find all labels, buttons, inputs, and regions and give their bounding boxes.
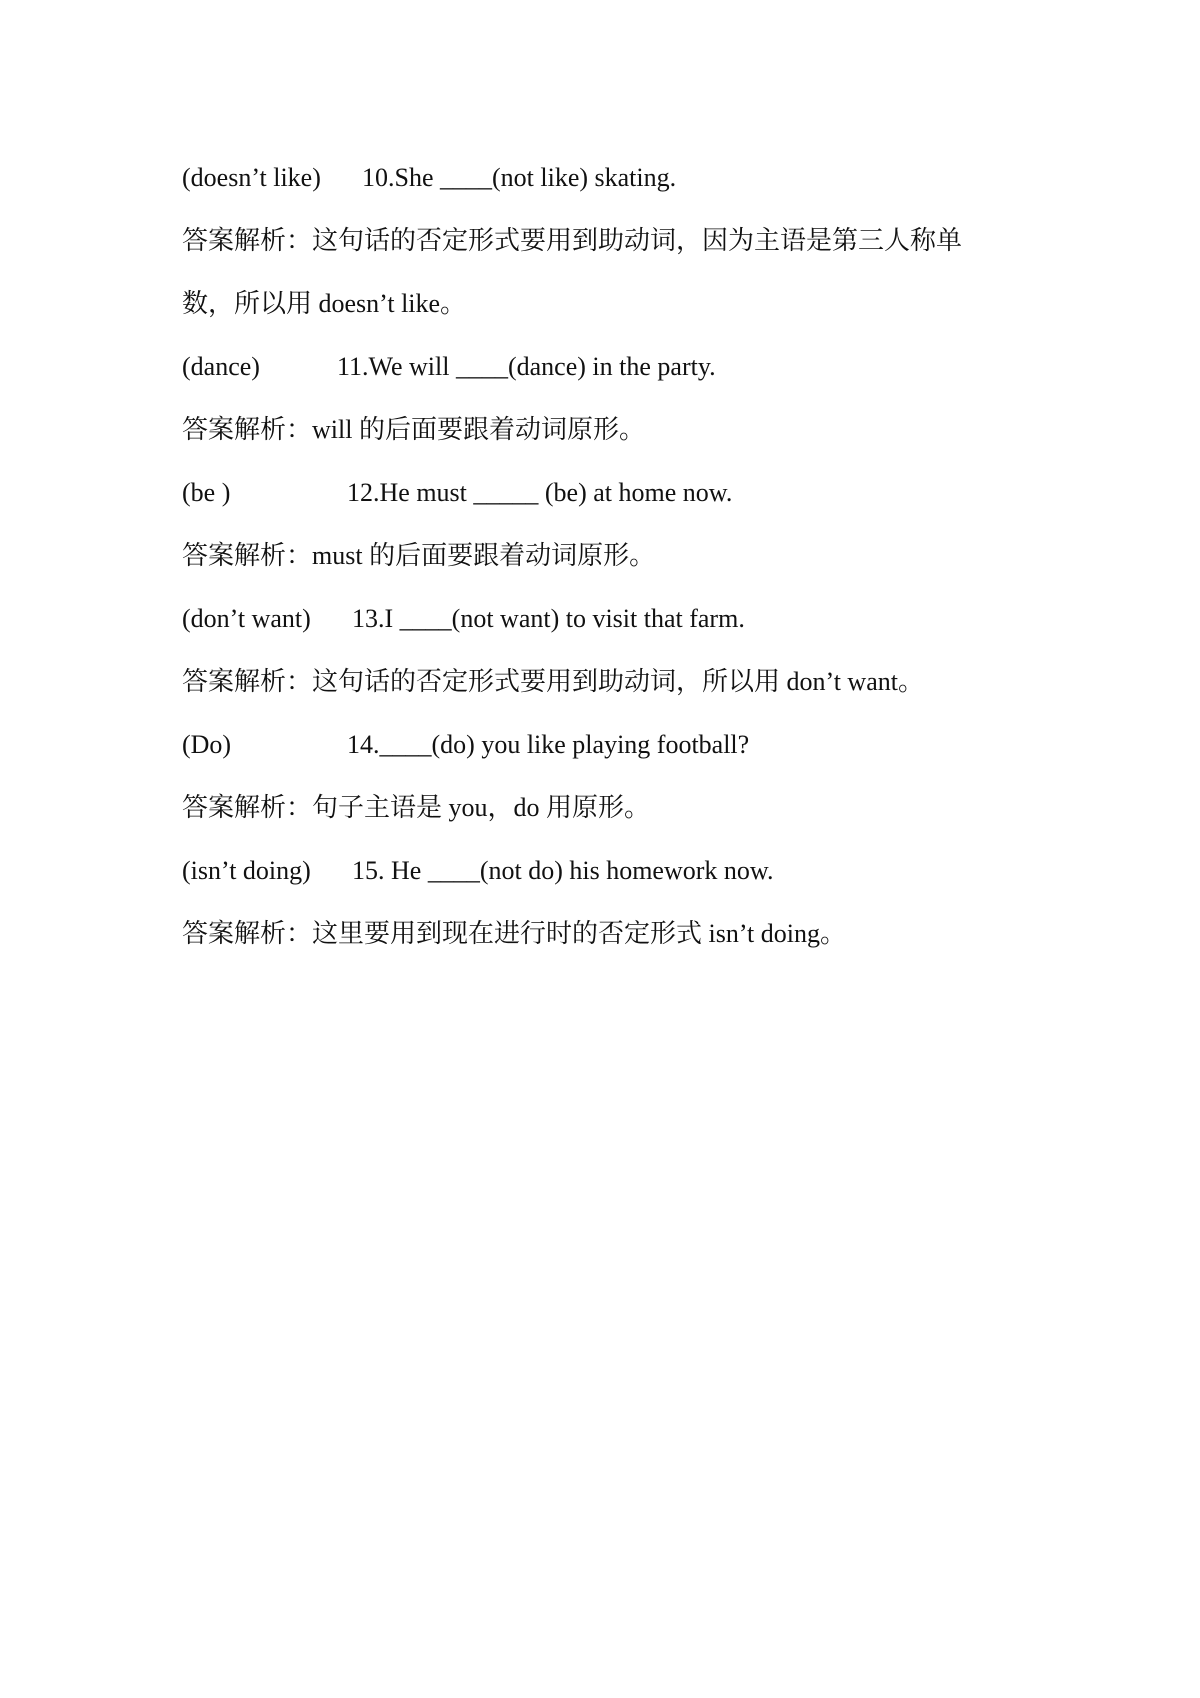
answer-explanation-section xyxy=(182,153,1032,972)
explanation-text: 答案解析：will 的后面要跟着动词原形。 xyxy=(182,415,645,444)
explanation-text: 答案解析：这句话的否定形式要用到助动词，因为主语是第三人称单 xyxy=(182,226,963,255)
question-text: 13.I ____(not want) to visit that farm. xyxy=(352,604,745,633)
question-text: 12.He must _____ (be) at home now. xyxy=(347,478,733,507)
explanation-text: 答案解析：这里要用到现在进行时的否定形式 isn’t doing。 xyxy=(182,919,846,948)
explanation-text: 答案解析：must 的后面要跟着动词原形。 xyxy=(182,541,656,570)
answer-text: (Do) xyxy=(182,730,232,759)
explanation-text: 答案解析：这句话的否定形式要用到助动词，所以用 don’t want。 xyxy=(182,667,924,696)
answer-text: (doesn’t like) xyxy=(182,163,321,192)
question-text: 11.We will ____(dance) in the party. xyxy=(337,352,716,381)
answer-text: (isn’t doing) xyxy=(182,856,311,885)
question-text: 10.She ____(not like) skating. xyxy=(362,163,677,192)
answer-text: (don’t want) xyxy=(182,604,311,633)
question-row-15 xyxy=(182,846,1032,909)
question-row-14 xyxy=(182,720,1032,783)
answer-text: (be ) xyxy=(182,478,231,507)
question-row-13 xyxy=(182,594,1032,657)
question-text: 14.____(do) you like playing football? xyxy=(347,730,750,759)
question-text: 15. He ____(not do) his homework now. xyxy=(352,856,774,885)
explanation-text: 答案解析：句子主语是 you，do 用原形。 xyxy=(182,793,651,822)
question-row-12 xyxy=(182,468,1032,531)
question-row-11 xyxy=(182,342,1032,405)
question-row-10 xyxy=(182,153,1032,216)
answer-text: (dance) xyxy=(182,352,260,381)
explanation-continuation-text: 数，所以用 doesn’t like。 xyxy=(182,289,467,318)
